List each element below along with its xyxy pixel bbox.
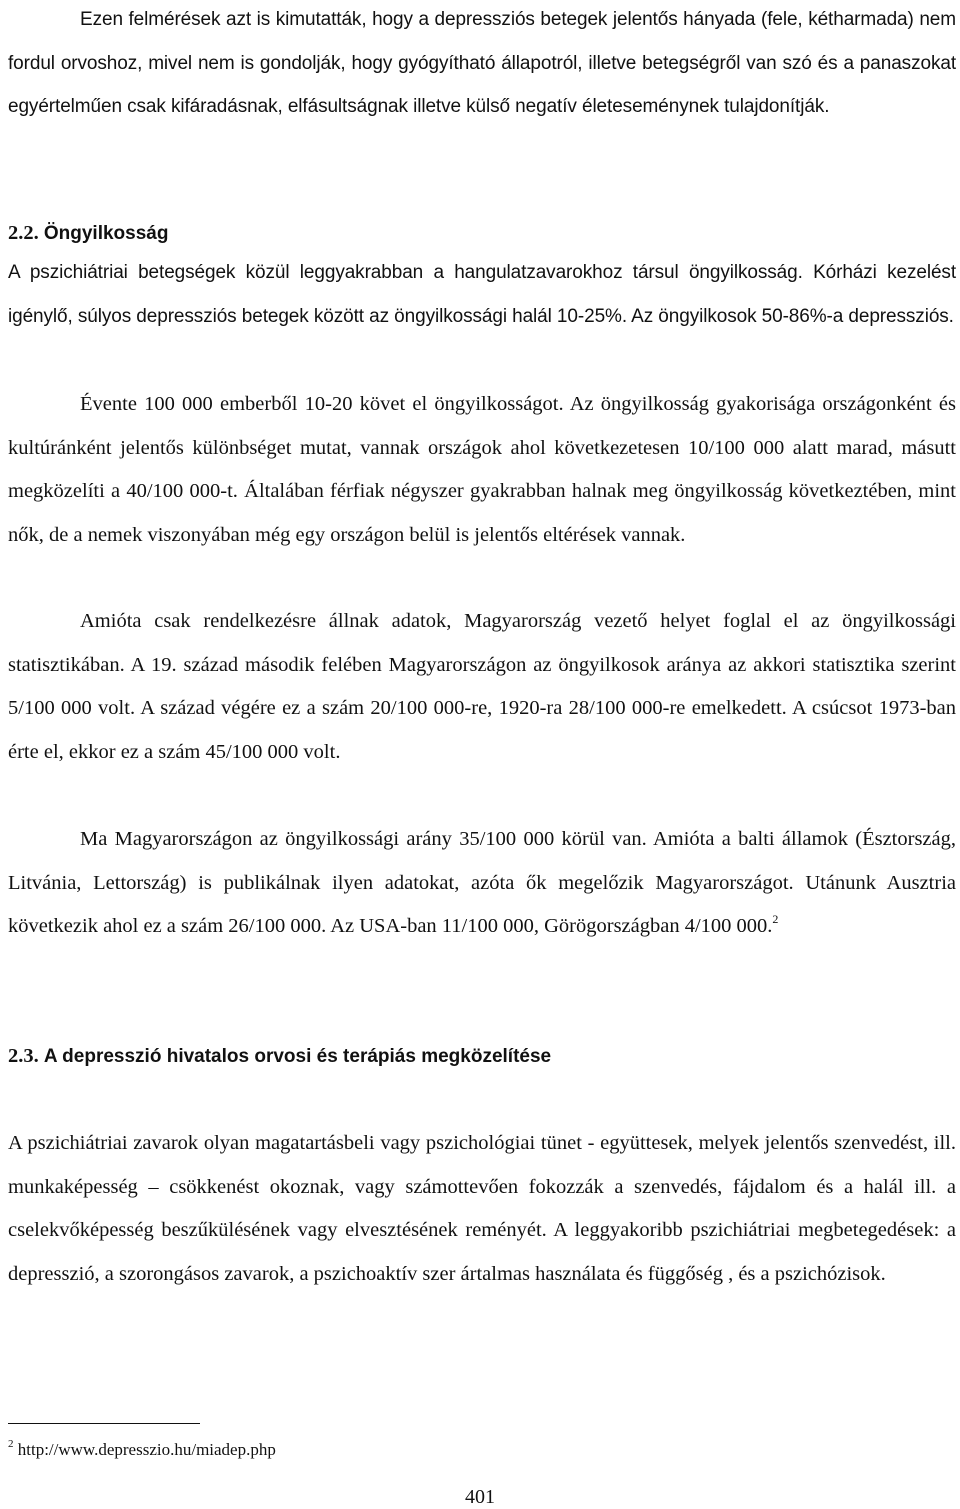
footnote-mark: 2 — [8, 1438, 14, 1450]
hungary-today-text: Ma Magyarországon az öngyilkossági arány 35/100 000 körül van. Amióta a balti államok (Észtország, Litvánia, Lettország) is publikálnak ilyen adatokat, azóta ők megelőzik Magyarországot. Utánunk Ausztria következik ahol ez a szám 26/100 000. Az USA-ban 11/100 000, Görögországban 4/100 000. — [8, 828, 956, 937]
hungary-history-paragraph: Amióta csak rendelkezésre állnak adatok, Magyarország vezető helyet foglal el az öngyilkossági statisztikában. A 19. század második felében Magyarországon az öngyilkosok aránya az akkori statisztika szerint 5/100 000 volt. A század végére ez a szám 20/100 000-re, 1920-ra 28/100 000-re emelkedett. A csúcsot 1973-ban érte el, ekkor ez a szám 45/100 000 volt. — [8, 610, 956, 763]
section-title: A depresszió hivatalos orvosi és terápiás megközelítése — [43, 1046, 552, 1067]
footnote-divider — [8, 1423, 200, 1424]
yearly-rate-paragraph: Évente 100 000 emberből 10-20 követ el öngyilkosságot. Az öngyilkosság gyakorisága országonként és kultúránként jelentős különbséget mutat, vannak országok ahol következetesen 10/100 000 alatt marad, másutt megközelíti a 40/100 000-t. Általában férfiak négyszer gyakrabban halnak meg öngyilkosság következtében, mint nők, de a nemek viszonyában még egy országon belül is jelentős eltérések vannak. — [8, 393, 956, 546]
section-heading-2-3 — [8, 1035, 551, 1079]
footnote — [8, 1440, 276, 1460]
section-number: 2.3. — [8, 1045, 39, 1067]
footnote-reference: 2 — [772, 912, 779, 926]
section-number: 2.2. — [8, 222, 39, 244]
section-title: Öngyilkosság — [43, 223, 169, 244]
section-heading-2-2 — [8, 212, 168, 256]
footnote-link[interactable]: http://www.depresszio.hu/miadep.php — [17, 1440, 276, 1459]
hungary-today-paragraph — [8, 818, 956, 949]
suicide-stats-paragraph: A pszichiátriai betegségek közül leggyakrabban a hangulatzavarokhoz társul öngyilkosság. Kórházi kezelést igénylő, súlyos depressziós betegek között az öngyilkossági halál 10-25%. Az öngyilkosok 50-86%-a depressziós. — [8, 262, 956, 327]
definition-paragraph: A pszichiátriai zavarok olyan magatartásbeli vagy pszichológiai tünet - együttesek, melyek jelentős szenvedést, ill. munkaképesség – csökkenést okoznak, vagy számottevően fokozzák a szenvedés, fájdalom és a halál ill. a cselekvőképesség beszűkülésének vagy elvesztésének reményét. A leggyakoribb pszichiátriai megbetegedések: a depresszió, a szorongásos zavarok, a pszichoaktív szer ártalmas használata és függőség , és a pszichózisok. — [8, 1132, 956, 1285]
page-number: 401 — [465, 1486, 495, 1508]
intro-paragraph: Ezen felmérések azt is kimutatták, hogy a depressziós betegek jelentős hányada (fele, kétharmada) nem fordul orvoshoz, mivel nem is gondolják, hogy gyógyítható állapotról, illetve betegségről van szó és a panaszokat egyértelműen csak kifáradásnak, elfásultságnak illetve külső negatív életeseménynek tulajdonítják. — [8, 9, 956, 117]
